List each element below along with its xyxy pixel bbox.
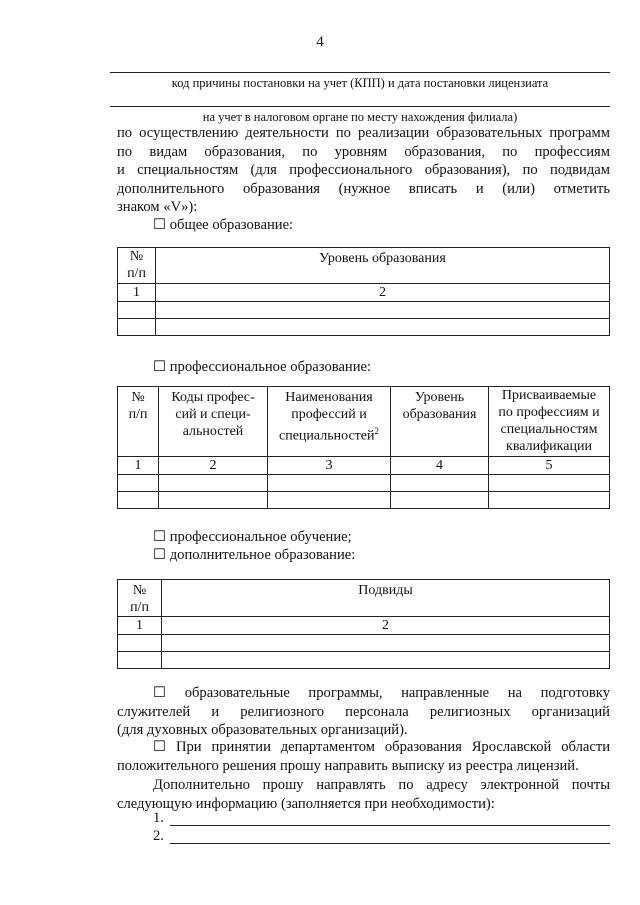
decision-text: При принятии департаментом образования Ярославской области [175,739,611,755]
table-cell[interactable] [489,475,610,492]
index-cell: 1 [118,284,156,302]
tax-caption: на учет в налоговом органе по месту нахождения филиала) [202,110,518,124]
table-cell[interactable] [489,492,610,509]
professional-training-label: профессиональное обучение; [169,529,352,545]
table-cell[interactable] [391,492,489,509]
decision-line-2: положительного решения прошу направить выписку из реестра лицензий. [117,757,579,774]
table-cell[interactable] [162,635,610,652]
additional-education-label: дополнительное образование: [169,547,356,563]
page-number: 4 [316,34,324,50]
table-cell[interactable] [156,302,610,319]
col-header-num: № п/п [118,387,159,457]
tax-line[interactable] [110,106,610,107]
col-header-names-text: Наименования профессий и специальностей [279,390,375,444]
checkbox-icon[interactable]: ☐ [153,685,167,701]
email-item-1-line[interactable] [170,825,610,826]
index-cell: 4 [391,457,489,475]
table-cell[interactable] [162,652,610,669]
email-line-1: Дополнительно прошу направлять по адресу электронной почты [153,777,610,793]
checkbox-icon[interactable]: ☐ [153,359,167,375]
intro-line: дополнительного образования (нужное вписать и (или) отметить [117,180,610,197]
intro-paragraph [117,124,610,217]
checkbox-icon[interactable]: ☐ [153,739,167,755]
religious-line-3: (для духовных образовательных организаций). [117,722,408,738]
email-item-2-number: 2. [153,828,164,844]
col-header-subtypes: Подвиды [162,580,610,617]
intro-line: по видам образования, по уровням образования, по профессиям [117,143,610,160]
index-cell: 5 [489,457,610,475]
email-paragraph [117,776,610,813]
table-cell[interactable] [118,475,159,492]
table-cell[interactable] [118,319,156,336]
registry-extract-option[interactable] [117,738,610,775]
col-header-level: Уровень образования [391,387,489,457]
additional-education-option[interactable] [153,546,355,564]
table-cell[interactable] [159,475,268,492]
professional-education-label: профессиональное образование: [169,359,372,375]
religious-line-1 [117,684,610,703]
index-cell: 2 [162,617,610,635]
decision-line-1 [117,738,610,757]
professional-education-table [117,386,610,509]
general-education-label: общее образование: [169,217,294,233]
col-header-level: Уровень образования [156,248,610,284]
intro-line: по осуществлению деятельности по реализации образовательных программ [117,125,610,141]
table-cell[interactable] [118,302,156,319]
index-cell: 3 [268,457,391,475]
table-cell[interactable] [156,319,610,336]
general-education-option[interactable] [153,216,293,234]
professional-education-option[interactable] [153,358,371,376]
email-item-1-number: 1. [153,810,164,826]
kpp-line[interactable] [110,72,610,73]
col-header-codes: Коды профес- сий и специ- альностей [159,387,268,457]
intro-line: знаком «V»): [117,199,198,215]
checkbox-icon[interactable]: ☐ [153,217,167,233]
footnote-mark: 2 [374,426,379,436]
religious-programs-option[interactable] [117,684,610,740]
table-cell[interactable] [268,492,391,509]
table-cell[interactable] [118,635,162,652]
table-cell[interactable] [118,652,162,669]
email-line-2: следующую информацию (заполняется при необходимости): [117,795,495,812]
table-cell[interactable] [118,492,159,509]
table-cell[interactable] [391,475,489,492]
index-cell: 2 [156,284,610,302]
col-header-num: № п/п [118,248,156,284]
index-cell: 2 [159,457,268,475]
kpp-caption: код причины постановки на учет (КПП) и дата постановки лицензиата [171,76,549,90]
religious-text: образовательные программы, направленные на подготовку [184,685,610,701]
index-cell: 1 [118,617,162,635]
religious-line-2: служителей и религиозного персонала религиозных организаций [117,703,610,720]
index-cell: 1 [118,457,159,475]
table-cell[interactable] [159,492,268,509]
email-item-2-line[interactable] [170,843,610,844]
checkbox-icon[interactable]: ☐ [153,547,167,563]
checkbox-icon[interactable]: ☐ [153,529,167,545]
col-header-qualification: Присваиваемые по профессиям и специальностям квалификации [489,387,610,457]
professional-training-option[interactable] [153,528,352,546]
col-header-names [268,387,391,457]
table-cell[interactable] [268,475,391,492]
additional-education-table [117,579,610,669]
intro-line: и специальностям (для профессионального образования), по подвидам [117,162,610,178]
general-education-table [117,247,610,336]
col-header-num: № п/п [118,580,162,617]
